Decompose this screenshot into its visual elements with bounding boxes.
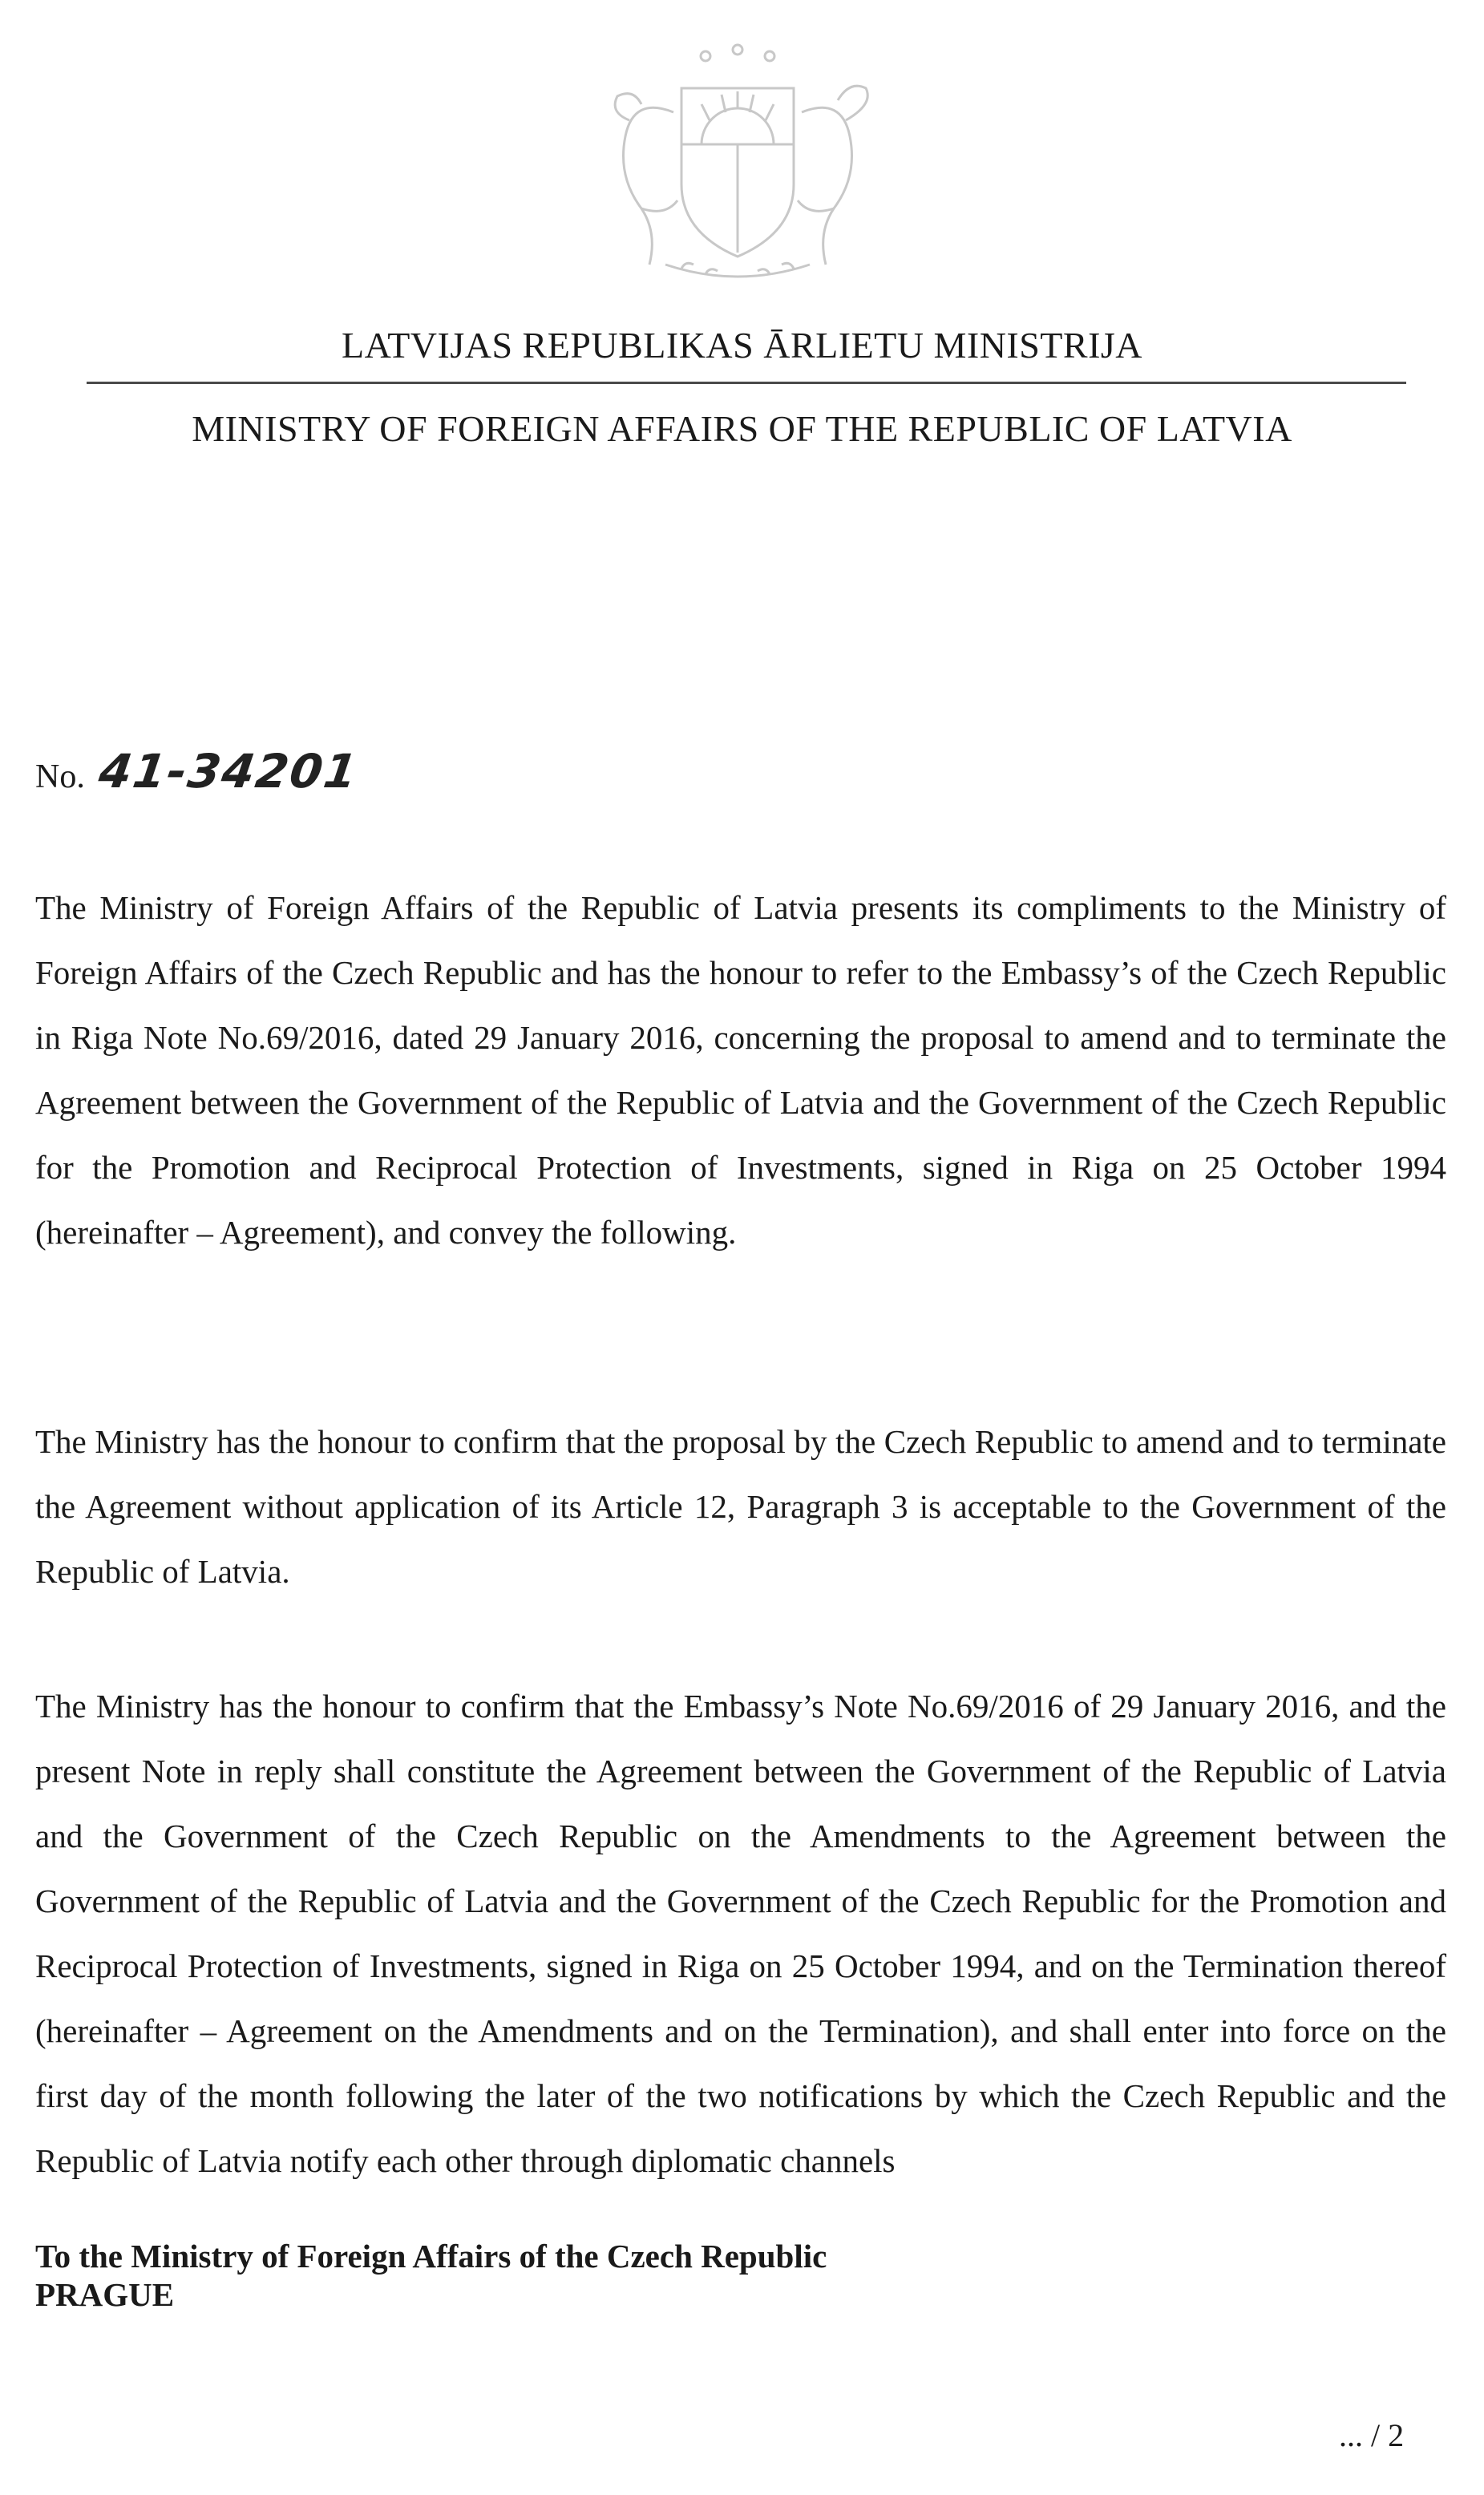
page-continuation-marker: ... / 2 <box>1339 2417 1405 2453</box>
addressee-line-1: To the Ministry of Foreign Affairs of the Czech Republic <box>35 2238 827 2275</box>
addressee-block <box>35 2237 827 2314</box>
note-number <box>35 744 362 799</box>
note-number-value: 41-34201 <box>95 744 362 799</box>
header-divider <box>87 382 1406 384</box>
paragraph-3: The Ministry has the honour to confirm that the Embassy’s Note No.69/2016 of 29 January 2016, and the present Note in reply shall constitute the Agreement between the Government of the Republic of Latvia and the Government of the Czech Republic on the Amendments to the Agreement between the Government of the Republic of Latvia and the Government of the Czech Republic for the Promotion and Reciprocal Protection of Investments, signed in Riga on 25 October 1994, and on the Termination thereof (hereinafter – Agreement on the Amendments and on the Termination), and shall enter into force on the first day of the month following the later of the two notifications by which the Czech Republic and the Republic of Latvia notify each other through diplomatic channels <box>35 1688 1446 2179</box>
paragraph-1: The Ministry of Foreign Affairs of the Republic of Latvia presents its compliments to the Ministry of Foreign Affairs of the Czech Republic and has the honour to refer to the Embassy’s of the Czech Republic in Riga Note No.69/2016, dated 29 January 2016, concerning the proposal to amend and to terminate the Agreement between the Government of the Republic of Latvia and the Government of the Czech Republic for the Promotion and Reciprocal Protection of Investments, signed in Riga on 25 October 1994 (hereinafter – Agreement), and convey the following. <box>35 889 1446 1251</box>
header-latvian-title: LATVIJAS REPUBLIKAS ĀRLIETU MINISTRIJA <box>341 325 1143 366</box>
note-number-prefix: No. <box>35 758 85 795</box>
paragraph-2: The Ministry has the honour to confirm that the proposal by the Czech Republic to amend and to terminate the Agreement without application of its Article 12, Paragraph 3 is acceptable to the Government of the Republic of Latvia. <box>35 1423 1446 1590</box>
header-english-title: MINISTRY OF FOREIGN AFFAIRS OF THE REPUBLIC OF LATVIA <box>192 408 1292 449</box>
addressee-line-2: PRAGUE <box>35 2276 175 2313</box>
coat-of-arms-emblem <box>545 24 930 297</box>
